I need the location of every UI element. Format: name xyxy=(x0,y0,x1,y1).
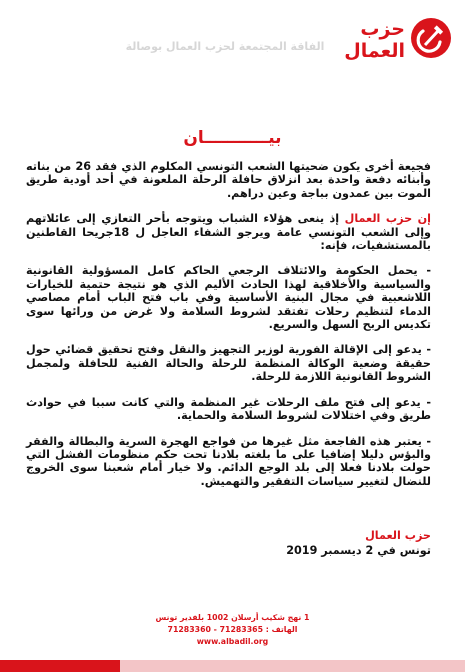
footer-bar-accent xyxy=(120,660,465,672)
hammer-sickle-icon xyxy=(411,18,451,58)
footer-website[interactable]: www.albadil.org xyxy=(196,637,269,646)
party-name-highlight: إن حزب العمال xyxy=(344,212,431,226)
party-logo xyxy=(321,14,451,82)
paragraph-condolence xyxy=(26,212,431,252)
signature-block xyxy=(286,528,431,558)
statement-title: بيـــــــــــان xyxy=(183,128,282,148)
paragraph-responsibility: - يحمل الحكومة والائتلاف الرجعي الحاكم كامل المسؤولية القانونية والسياسية والأخلاقية لهذا الحادث الأليم الذي هو نتيجة حتمية للخيارات اللاشعبية في مجال البنية الأساسية وفي باب فتح الباب أمام مصاصي الدماء لتنظيم رحلات تفتقد لشروط السلامة ولا غرض من ورائها سوى تكديس الربح السهل والسريع. xyxy=(26,264,431,332)
statement-body xyxy=(26,160,431,500)
footer xyxy=(0,612,465,648)
paragraph-condolence-text: إذ ينعى هؤلاء الشباب ويتوجه بأحر التعازي إلى عائلاتهم وإلى الشعب التونسي عامة ويرجو الشفاء العاجل ل 18جريحا القاطنين بالمستشفيات، فإنه: xyxy=(26,212,431,253)
party-name: حزب العمال xyxy=(344,18,405,62)
watermark-text: الفاقة المجتمعة لحزب العمال بوصالة xyxy=(125,40,325,53)
footer-phone: الهاتف : 71283365 - 71283360 xyxy=(167,625,298,634)
signature-date: تونس في 2 ديسمبر 2019 xyxy=(286,544,431,557)
paragraph-conclusion: - يعتبر هذه الفاجعة مثل غيرها من فواجع الهجرة السرية والبطالة والفقر والبؤس دليلا إضافيا على ما بلغته بلادنا تحت حكم منظومات الفشل التي حولت بلادنا فعلا إلى بلد الوجع الدائم. ولا خيار أمام شعبنا سوى الخروج للنضال لتغيير سياسات التفقير والتهميش. xyxy=(26,434,431,488)
paragraph-dismissal: - يدعو إلى الإقالة الفورية لوزير التجهيز والنقل وفتح تحقيق قضائي حول حقيقة وضعية الوكالة المنظمة للرحلة والحالة الفنية للحافلة ولمجمل الشروط القانونية اللازمة للرحلة. xyxy=(26,343,431,384)
paragraph-intro: فجيعة أخرى يكون ضحيتها الشعب التونسي المكلوم الذي فقد 26 من بناته وأبنائه دفعة واحدة بعد انزلاق حافلة الرحلة الملعونة في أحد أودية طريق الموت بين عمدون بباجة وعين دراهم. xyxy=(26,160,431,200)
paragraph-trips: - يدعو إلى فتح ملف الرحلات غير المنظمة والتي كانت سببا في حوادث طريق وفي اختلالات لشروط السلامة والحماية. xyxy=(26,395,431,423)
signature-org: حزب العمال xyxy=(365,529,431,542)
footer-address: 1 نهج شكيب أرسلان 1002 بلفدير تونس xyxy=(155,613,310,622)
footer-bar xyxy=(0,660,465,672)
